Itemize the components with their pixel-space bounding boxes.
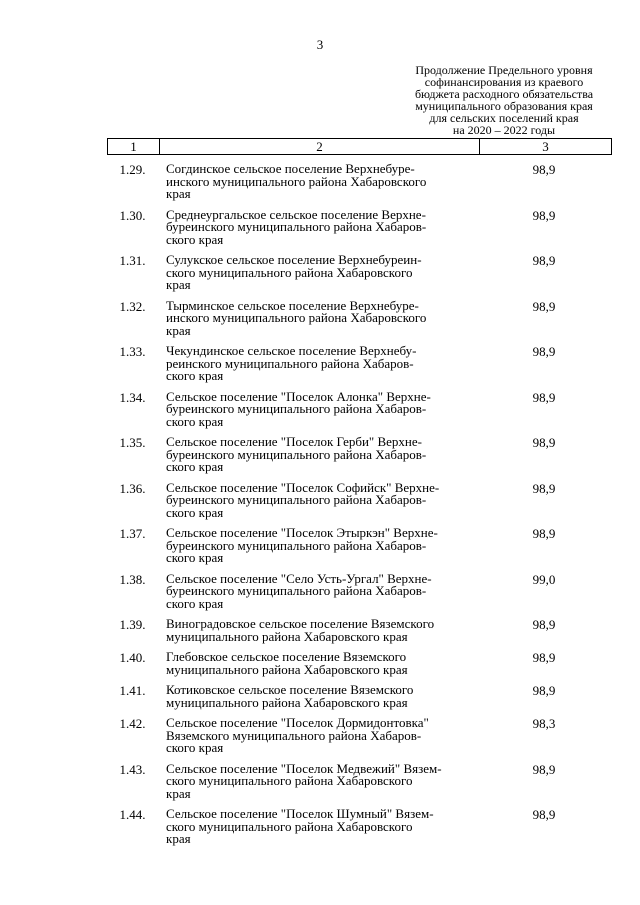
settlement-name-line: ского края — [166, 413, 224, 429]
settlement-name-line: реинского муниципального района Хабаров- — [166, 355, 414, 371]
settlement-name-line: Глебовское сельское поселение Вяземского — [166, 649, 407, 664]
settlement-name-line: ского муниципального района Хабаровского — [166, 773, 413, 788]
settlement-name — [158, 808, 476, 846]
settlement-name — [158, 527, 476, 565]
row-number: 1.31. — [119, 253, 146, 268]
settlement-name — [158, 479, 476, 520]
settlement-name — [158, 684, 476, 709]
settlement-name-line: края — [166, 186, 191, 201]
row-number: 1.42. — [119, 716, 146, 731]
settlement-name-line: ского края — [166, 550, 224, 565]
settlement-name-line: буреинского муниципального района Хабаров- — [166, 583, 427, 598]
cofinancing-level-value: 98,9 — [532, 480, 556, 496]
settlement-name-line: Тырминское сельское поселение Верхнебуре- — [166, 297, 419, 313]
settlement-name-line: ского края — [166, 231, 224, 247]
settlement-name-line: инского муниципального района Хабаровского — [166, 173, 427, 189]
settlement-name-line: Согдинское сельское поселение Верхнебуре- — [166, 161, 415, 176]
table-row — [107, 436, 612, 474]
table-row — [107, 717, 612, 755]
table-row — [107, 206, 612, 247]
caption-line: муниципального образования края — [415, 99, 593, 113]
table-continuation-caption — [384, 64, 624, 136]
settlement-name — [158, 436, 476, 474]
caption-line: на 2020 – 2022 годы — [452, 123, 556, 137]
settlement-name-line: Чекундинское сельское поселение Верхнебу- — [166, 343, 417, 358]
settlement-name-line: Котиковское сельское поселение Вяземского — [166, 682, 414, 697]
settlement-name-line: ского края — [166, 368, 224, 383]
settlement-name-line: Сулукское сельское поселение Верхнебуреин- — [166, 252, 422, 267]
cofinancing-level-value: 98,9 — [532, 807, 556, 822]
cofinancing-level-value: 98,9 — [532, 526, 556, 541]
settlement-name-line: края — [166, 831, 191, 846]
table-row — [107, 345, 612, 383]
settlement-name — [158, 163, 476, 201]
settlement-name-line: муниципального района Хабаровского края — [166, 694, 408, 710]
column-header-2: 2 — [160, 139, 480, 154]
table-row — [107, 684, 612, 709]
caption-line: Продолжение Предельного уровня — [415, 63, 593, 77]
settlement-name-line: края — [166, 785, 191, 801]
cofinancing-level-value: 99,0 — [532, 571, 556, 587]
settlement-name — [158, 651, 476, 676]
row-number: 1.34. — [119, 389, 146, 405]
settlement-name-line: инского муниципального района Хабаровского — [166, 310, 427, 325]
cofinancing-level-value: 98,9 — [532, 344, 556, 359]
table-row — [107, 479, 612, 520]
settlement-name-line: края — [166, 322, 191, 338]
table-row — [107, 618, 612, 643]
row-number: 1.32. — [119, 298, 146, 314]
settlement-name-line: Сельское поселение "Поселок Герби" Верхне- — [166, 434, 422, 449]
settlement-name — [158, 570, 476, 611]
settlement-name — [158, 206, 476, 247]
caption-line: бюджета расходного обязательства — [414, 87, 594, 101]
column-header-1: 1 — [108, 139, 160, 154]
cofinancing-level-value: 98,9 — [532, 683, 556, 698]
settlement-name-line: буреинского муниципального района Хабаров- — [166, 492, 427, 507]
settlement-name-line: муниципального района Хабаровского края — [166, 661, 408, 677]
row-number: 1.41. — [119, 683, 146, 698]
settlement-name-line: буреинского муниципального района Хабаров- — [166, 219, 427, 234]
row-number: 1.44. — [119, 807, 146, 822]
settlement-name-line: буреинского муниципального района Хабаров- — [166, 446, 427, 462]
row-number: 1.30. — [119, 207, 146, 223]
cofinancing-level-value: 98,9 — [532, 298, 556, 314]
settlement-name-line: ского муниципального района Хабаровского — [166, 818, 413, 834]
settlement-name — [158, 717, 476, 755]
settlement-name-line: Сельское поселение "Поселок Этыркэн" Верхне- — [166, 525, 438, 540]
cofinancing-level-value: 98,9 — [532, 435, 556, 450]
column-header-3: 3 — [542, 139, 549, 154]
settlement-name-line: Сельское поселение "Село Усть-Ургал" Верхне- — [166, 570, 432, 586]
table-row — [107, 527, 612, 565]
cofinancing-level-value: 98,9 — [532, 207, 556, 223]
cofinancing-level-value: 98,9 — [532, 617, 556, 632]
settlement-name-line: ского края — [166, 595, 224, 611]
cofinancing-level-value: 98,9 — [532, 650, 556, 665]
settlement-name-line: ского края — [166, 459, 224, 474]
settlement-name-line: муниципального района Хабаровского края — [166, 628, 408, 644]
settlement-name-line: Виноградовское сельское поселение Вяземского — [166, 616, 435, 631]
settlement-name-line: Среднеургальское сельское поселение Верхне- — [166, 206, 426, 222]
settlement-name-line: ского края — [166, 504, 224, 520]
table-row — [107, 570, 612, 611]
cofinancing-level-value: 98,9 — [532, 389, 556, 405]
table-row — [107, 254, 612, 292]
cofinancing-level-value: 98,9 — [532, 253, 556, 268]
table-row — [107, 808, 612, 846]
settlement-name-line: Сельское поселение "Поселок Медвежий" Вязем- — [166, 760, 442, 776]
row-number: 1.33. — [119, 344, 146, 359]
table-body — [107, 163, 612, 854]
settlement-name-line: Сельское поселение "Поселок Софийск" Верхне- — [166, 479, 440, 495]
table-row — [107, 760, 612, 801]
row-number: 1.38. — [119, 571, 146, 587]
row-number: 1.37. — [119, 526, 146, 541]
settlement-name-line: ского муниципального района Хабаровского — [166, 264, 413, 280]
row-number: 1.29. — [119, 162, 146, 177]
settlement-name-line: края — [166, 277, 191, 292]
settlement-name-line: буреинского муниципального района Хабаров- — [166, 401, 427, 416]
settlement-name-line: Вяземского муниципального района Хабаров- — [166, 727, 422, 743]
row-number: 1.39. — [119, 617, 146, 632]
page-number: 3 — [316, 37, 324, 52]
table-row — [107, 163, 612, 201]
row-number: 1.36. — [119, 480, 146, 496]
caption-line: софинансирования из краевого — [424, 75, 584, 89]
cofinancing-level-value: 98,9 — [532, 162, 556, 177]
row-number: 1.35. — [119, 435, 146, 450]
settlement-name — [158, 254, 476, 292]
settlement-name — [158, 388, 476, 429]
settlement-name — [158, 297, 476, 338]
cofinancing-level-value: 98,3 — [532, 716, 556, 731]
cofinancing-level-value: 98,9 — [532, 761, 556, 777]
settlement-name-line: буреинского муниципального района Хабаров- — [166, 537, 427, 553]
table-row — [107, 651, 612, 676]
settlement-name — [158, 760, 476, 801]
settlement-name-line: Сельское поселение "Поселок Дормидонтовка" — [166, 715, 429, 730]
caption-line: для сельских поселений края — [429, 111, 579, 125]
settlement-name — [158, 618, 476, 643]
row-number: 1.43. — [119, 761, 146, 777]
settlement-name — [158, 345, 476, 383]
settlement-name-line: Сельское поселение "Поселок Шумный" Вязем- — [166, 806, 434, 821]
table-column-header — [107, 138, 612, 155]
settlement-name-line: ского края — [166, 740, 224, 755]
table-row — [107, 388, 612, 429]
row-number: 1.40. — [119, 650, 146, 665]
settlement-name-line: Сельское поселение "Поселок Алонка" Верхне- — [166, 388, 431, 404]
table-row — [107, 297, 612, 338]
